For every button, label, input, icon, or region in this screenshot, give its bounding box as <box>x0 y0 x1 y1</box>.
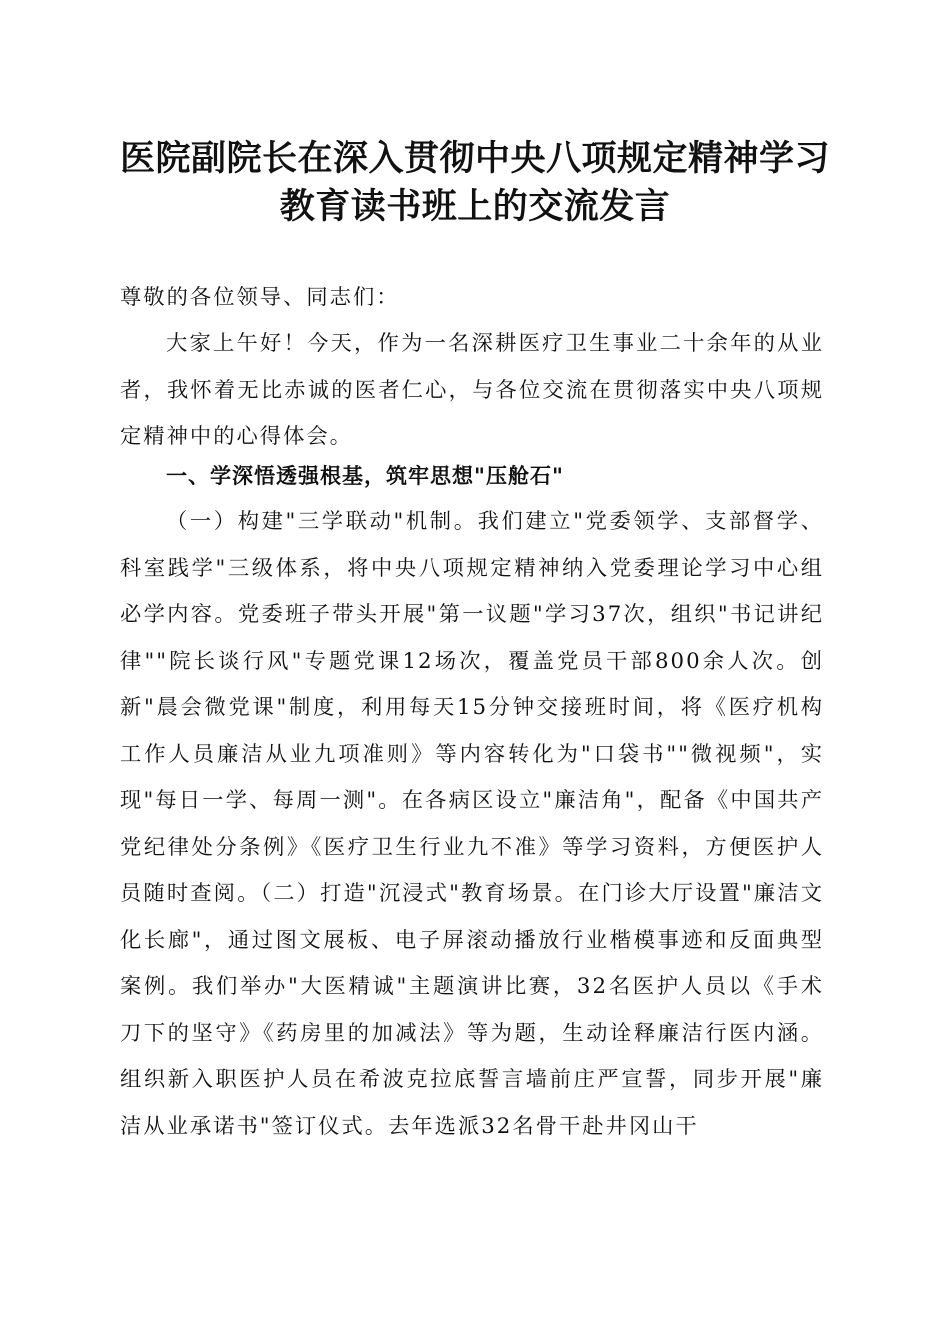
opening-paragraph: 大家上午好！今天，作为一名深耕医疗卫生事业二十余年的从业者，我怀着无比赤诚的医者仁心，与各位交流在贯彻落实中央八项规定精神中的心得体会。 <box>120 331 824 449</box>
document-title-line-2: 教育读书班上的交流发言 <box>279 187 671 227</box>
section-heading-1: 一、学深悟透强根基，筑牢思想"压舱石" <box>166 464 564 488</box>
section-1-paragraph: （一）构建"三学联动"机制。我们建立"党委领学、支部督学、科室践学"三级体系，将中央八项规定精神纳入党委理论学习中心组必学内容。党委班子带头开展"第一议题"学习37次，组织"书记讲纪律""院长谈行风"专题党课12场次，覆盖党员干部800余人次。创新"晨会微党课"制度，利用每天15分钟交接班时间，将《医疗机构工作人员廉洁从业九项准则》等内容转化为"口袋书""微视频"，实现"每日一学、每周一测"。在各病区设立"廉洁角"，配备《中国共产党纪律处分条例》《医疗卫生行业九不准》等学习资料，方便医护人员随时查阅。（二）打造"沉浸式"教育场景。在门诊大厅设置"廉洁文化长廊"，通过图文展板、电子屏滚动播放行业楷模事迹和反面典型案例。我们举办"大医精诚"主题演讲比赛，32名医护人员以《手术刀下的坚守》《药房里的加减法》等为题，生动诠释廉洁行医内涵。组织新入职医护人员在希波克拉底誓言墙前庄严宣誓，同步开展"廉洁从业承诺书"签订仪式。去年选派32名骨干赴井冈山干 <box>120 509 824 1139</box>
salutation: 尊敬的各位领导、同志们： <box>120 285 400 310</box>
document-title-line-1: 医院副院长在深入贯彻中央八项规定精神学习 <box>119 139 830 179</box>
